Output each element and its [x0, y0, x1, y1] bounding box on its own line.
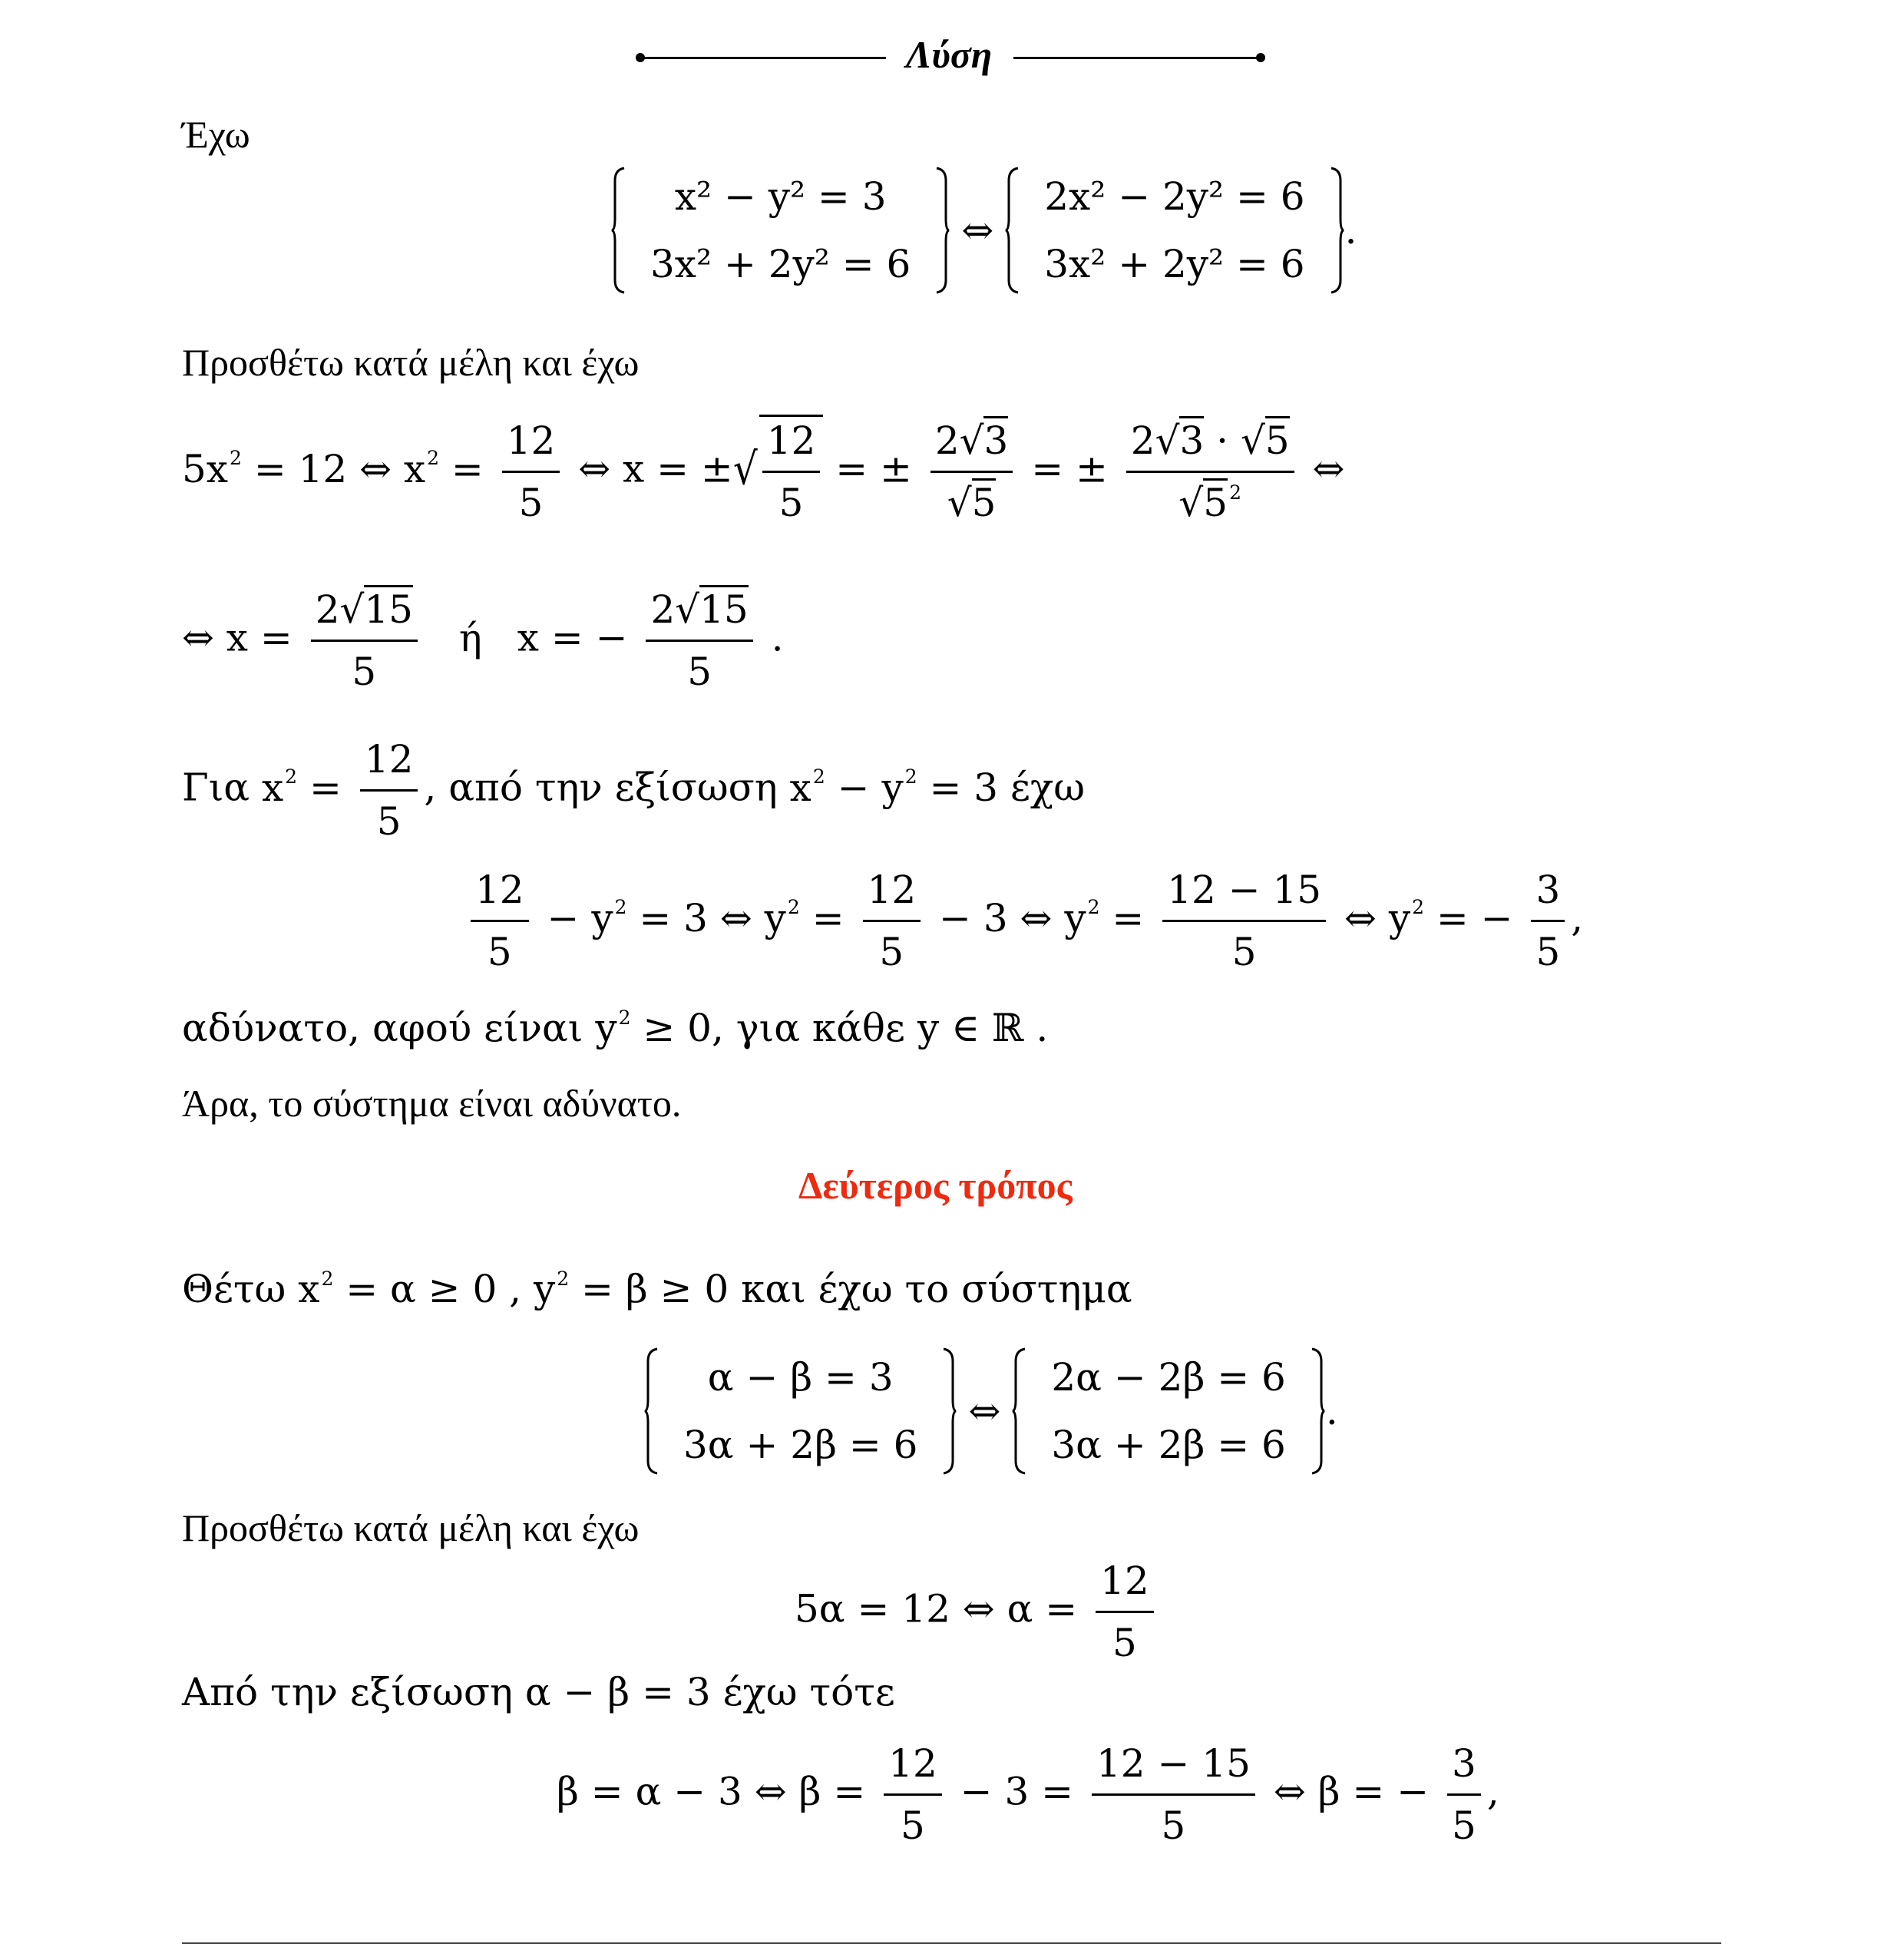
solution-heading [0, 32, 1904, 78]
system-2: α − β = 3 3α + 2β = 6 ⇔ 2α − 2β = 6 3α + 2β = 6 . [643, 1346, 1338, 1476]
equation-x-squared: $5x^2 = 12$ ⇔ $x^2$ = $\frac{12}{5}$ ⇔ x = ±√ $\frac{12}{5}$ = ± $\frac{2√3}{√5}$ = ± $\frac{2√3 \cdot √5}{√5^2}$ ⇔ [182, 415, 1344, 525]
footer-rule [182, 1942, 1721, 1944]
system-2-left-eq-2: 3α + 2β = 6 [683, 1423, 918, 1467]
for-suffix: έχω [1010, 765, 1085, 810]
left-brace [643, 1346, 660, 1476]
system-1-right-eq-2: 3x² + 2y² = 6 [1044, 242, 1305, 286]
right-brace [1309, 1346, 1326, 1476]
from-suffix: έχω τότε [722, 1670, 895, 1714]
from-line: Από την εξίσωση α − β = 3 έχω τότε [182, 1670, 895, 1714]
impossible-prefix: αδύνατο, αφού είναι [182, 1006, 583, 1050]
conclusion-text: Άρα, το σύστημα είναι αδύνατο. [182, 1082, 682, 1125]
system-1-left-eq-2: 3x² + 2y² = 6 [650, 242, 911, 286]
system-1: x² − y² = 3 3x² + 2y² = 6 ⇔ 2x² − 2y² = 6 3x² + 2y² = 6 . [610, 165, 1357, 296]
title-text: Λύση [906, 33, 993, 76]
set-suffix: και έχω το σύστημα [741, 1267, 1132, 1311]
add-text-2: Προσθέτω κατά μέλη και έχω [182, 1506, 640, 1549]
for-line: Για $x^2$ = $\frac{12}{5}$ , από την εξίσωση $x^2 - y^2 = 3$ έχω [182, 737, 1085, 844]
substitution-line: Θέτω $x^2 = \alpha \ge 0$ , $y^2 = \beta \ge 0$ και έχω το σύστημα [182, 1267, 1132, 1311]
impossible-line: αδύνατο, αφού είναι $y^2 \ge 0$, για κάθε y ∈ ℝ . [182, 1006, 1049, 1050]
equation-y-squared: $\frac{12}{5}$ − $y^2 = 3$ ⇔ $y^2$ = $\frac{12}{5}$ − 3 ⇔ $y^2$ = $\frac{12 - 15}{5}$ ⇔ $y^2$ = − $\frac{3}{5}$ , [464, 868, 1583, 974]
for-prefix: Για [182, 765, 250, 810]
title-dot-right [1256, 53, 1265, 62]
system-1-left-eq-1: x² − y² = 3 [674, 174, 887, 219]
or-word: ή [458, 615, 482, 660]
equation-alpha: 5α = 12 ⇔ α = $\frac{12}{5}$ [795, 1559, 1160, 1665]
for-middle: , από την εξίσωση [424, 765, 778, 810]
system-1-right-eq-1: 2x² − 2y² = 6 [1044, 174, 1305, 219]
system-2-right-eq-2: 3α + 2β = 6 [1051, 1423, 1286, 1467]
impossible-middle: , για κάθε [711, 1006, 905, 1050]
system-2-right-eq-1: 2α − 2β = 6 [1051, 1355, 1286, 1400]
right-brace [1328, 165, 1345, 296]
equation-x-solutions: ⇔ x = $\frac{2√15}{5}$ ή x = − $\frac{2√15}{5}$ . [182, 587, 784, 694]
set-prefix: Θέτω [182, 1267, 286, 1311]
from-text: Από την εξίσωση [182, 1670, 513, 1714]
left-brace [610, 165, 627, 296]
title-rule-right [1013, 57, 1259, 59]
title-rule-left [640, 57, 886, 59]
equation-beta: β = α − 3 ⇔ β = $\frac{12}{5}$ − 3 = $\frac{12 - 15}{5}$ ⇔ β = − $\frac{3}{5}$ , [557, 1741, 1499, 1848]
system-2-left-eq-1: α − β = 3 [707, 1355, 894, 1400]
right-brace [940, 1346, 957, 1476]
left-brace [1004, 165, 1021, 296]
method-2-heading: Δεύτερος τρόπος [798, 1164, 1073, 1207]
right-brace [934, 165, 950, 296]
intro-text: Έχω [182, 113, 250, 156]
left-brace [1011, 1346, 1028, 1476]
add-text-1: Προσθέτω κατά μέλη και έχω [182, 341, 640, 384]
